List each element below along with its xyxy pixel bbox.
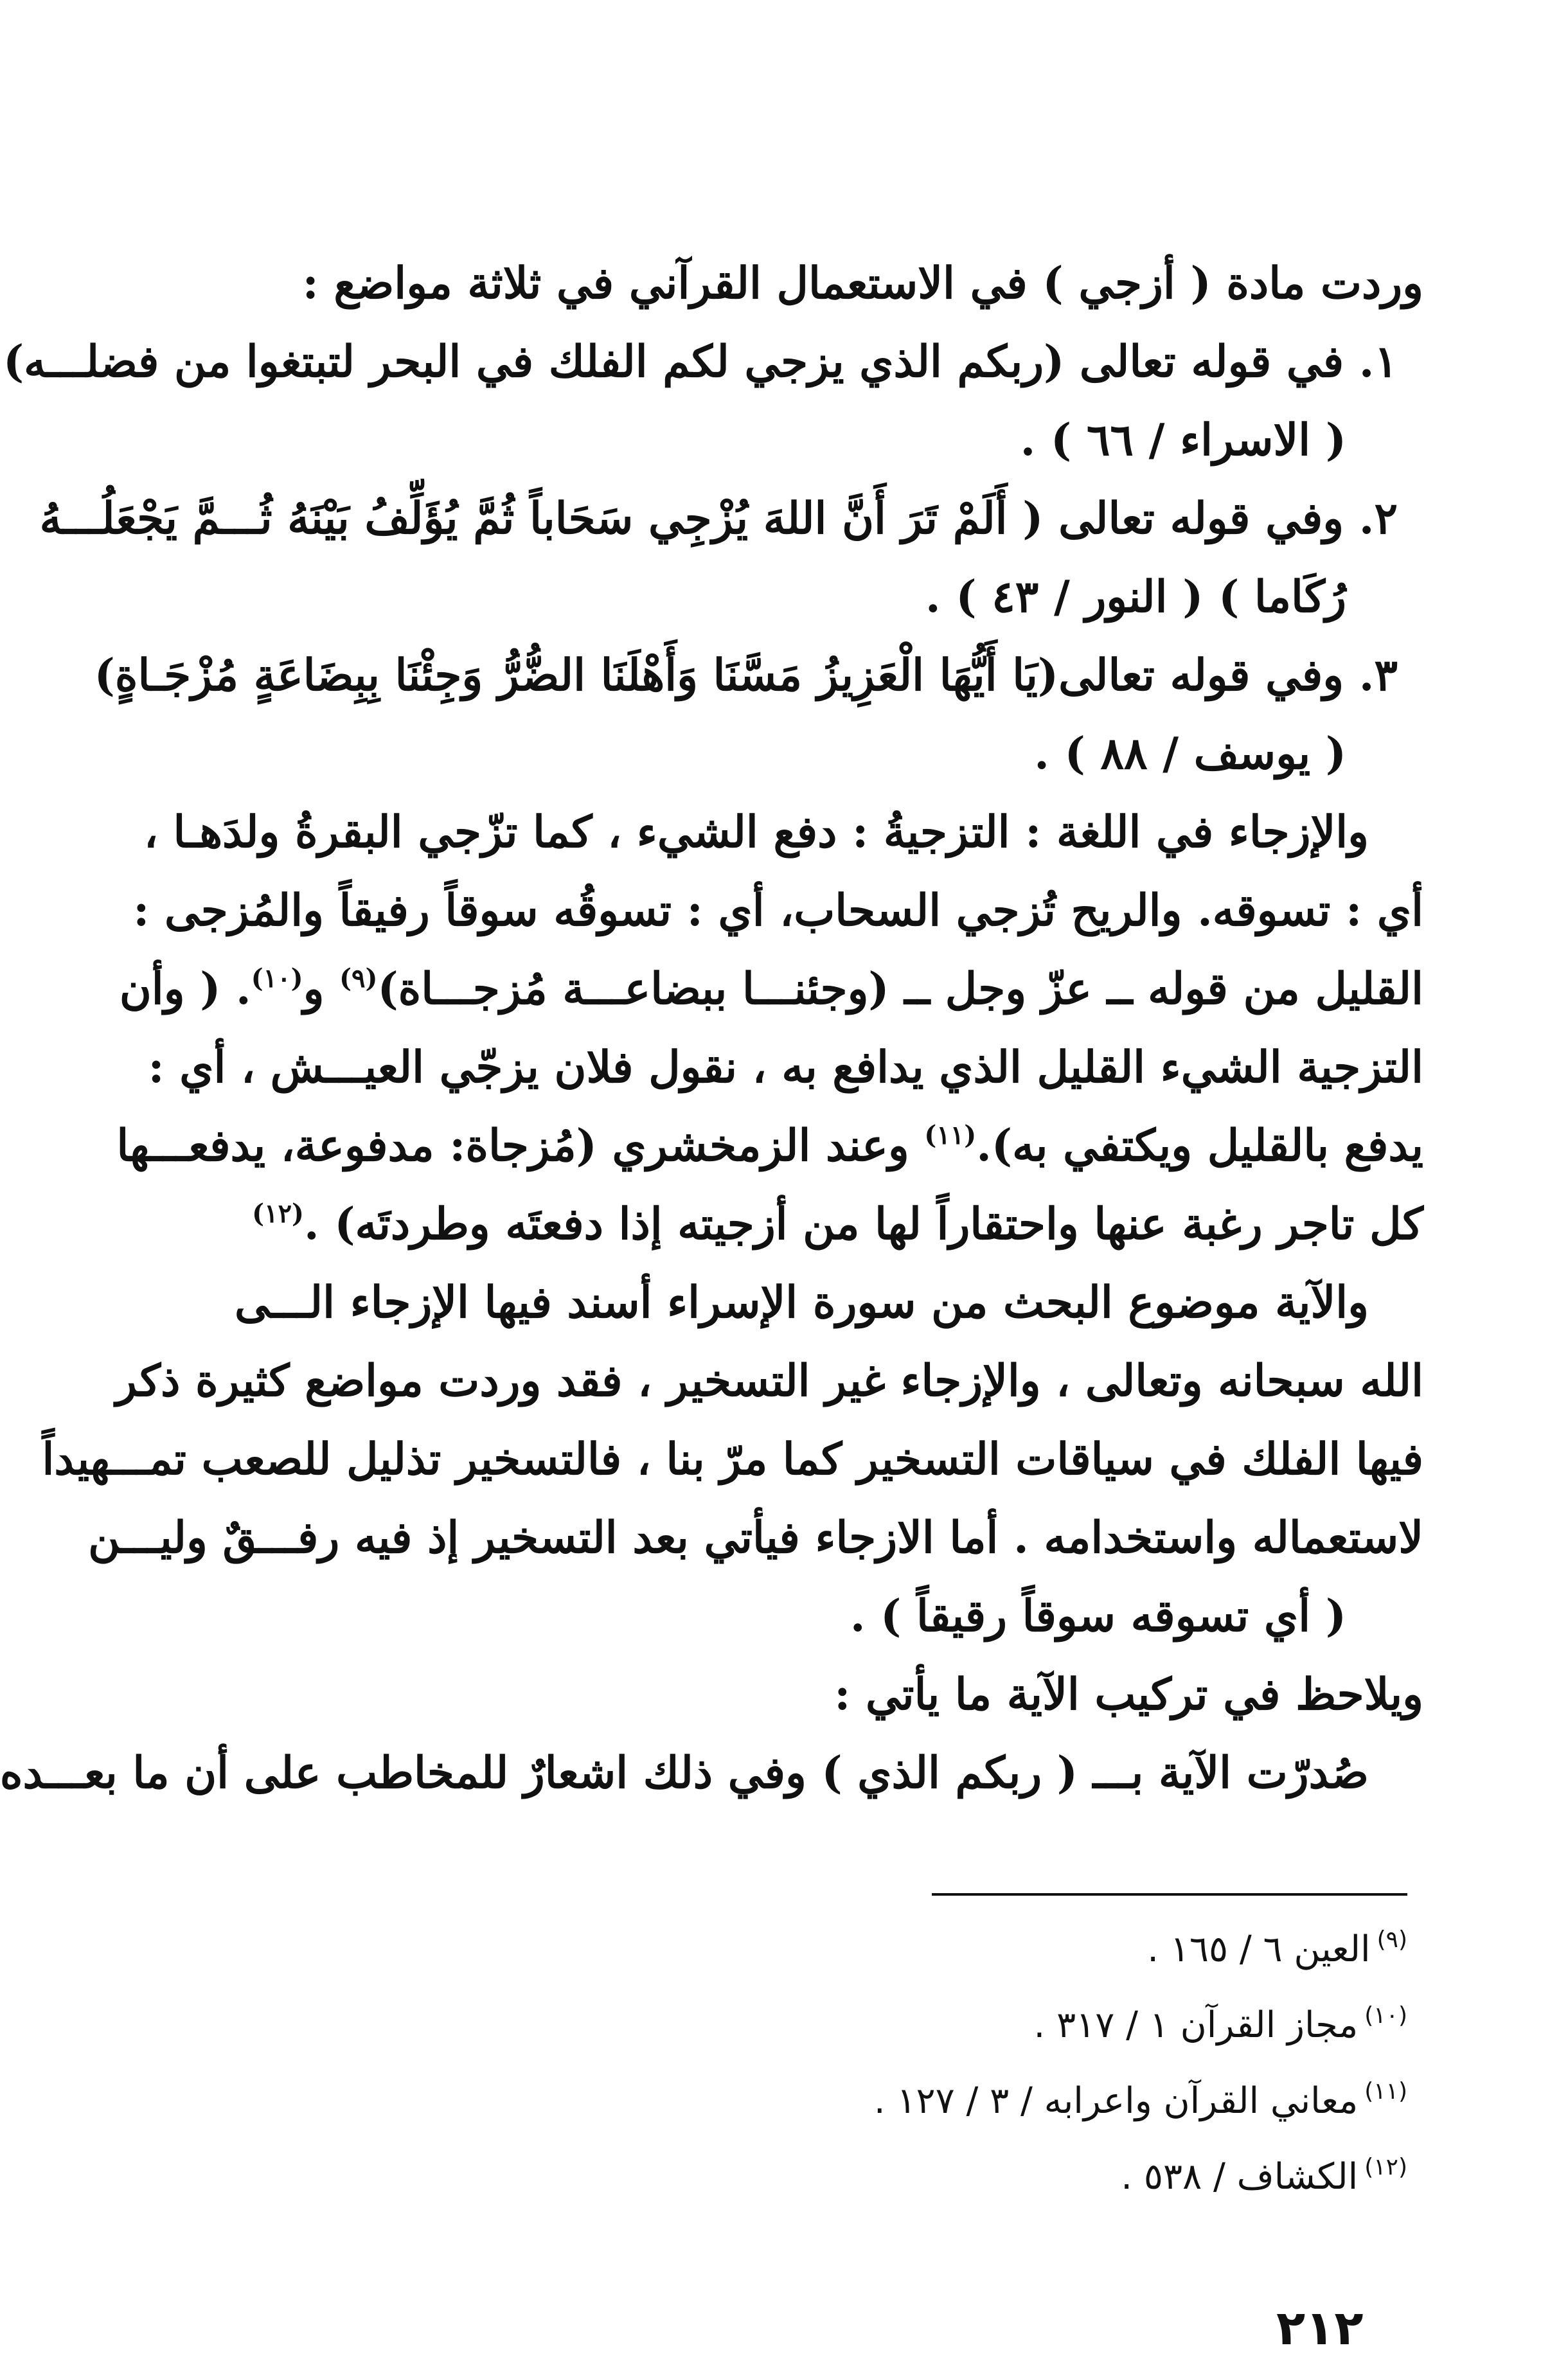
footnote-number: (١٠) [1364,2002,1407,2029]
footnote-9 [636,1912,1407,1988]
item-2-reference: رُكَاما ) ( النور / ٤٣ ) . [925,571,1346,623]
subheading: ويلاحظ في تركيب الآية ما يأتي : [834,1669,1423,1720]
footnote-ref-11: (١١) [924,1120,977,1150]
item-1-reference: ( الاسراء / ٦٦ ) . [1020,414,1346,466]
footnote-number: (٩) [1376,1927,1407,1953]
footnote-text: العين ٦ / ١٦٥ . [1147,1928,1371,1970]
conjunction: و [303,963,325,1015]
paragraph-line [252,1185,1423,1263]
paragraph-line: ( أي تسوقه سوقاً رقيقاً ) . [850,1590,1346,1642]
paragraph-text: كل تاجر رغبة عنها واحتقاراً لها من أزجيته إذا دفعتَه وطردتَه) . [303,1198,1423,1250]
paragraph-line: التزجية الشيء القليل الذي يدافع به ، نقول فلان يزجّي العيـــش ، أي : [148,1042,1423,1093]
footnote-11 [636,2063,1407,2139]
paragraph-line: والإزجاء في اللغة : التزجيةُ : دفع الشيء ، كما تزّجي البقرةُ ولدَهـا ، [143,806,1369,858]
footnote-number: (١١) [1364,2078,1407,2105]
footnote-ref-10: (١٠) [251,963,303,993]
paragraph-text: يدفع بالقليل ويكتفي به). [976,1120,1423,1171]
item-2-line: ٢. وفي قوله تعالى ( أَلَمْ تَرَ أَنَّ اللهَ يُزْجِي سَحَاباً ثُمَّ يُؤَلِّفُ بَيْنَهُ ثُـــمَّ يَجْعَلُـــهُ [39,493,1398,544]
paragraph-line [116,1107,1423,1185]
footnote-ref-9: (٩) [339,963,378,993]
item-3-reference: ( يوسف / ٨٨ ) . [1034,728,1346,779]
paragraph-line [119,950,1423,1028]
main-text [0,244,1423,1812]
paragraph-text: . ( وأن [119,963,251,1015]
paragraph-line: لاستعماله واستخدامه . أما الازجاء فيأتي بعد التسخير إذ فيه رفـــقٌ وليـــن [88,1512,1423,1563]
footnote-10 [636,1988,1407,2063]
footnote-text: الكشاف / ٥٣٨ . [1121,2156,1359,2198]
paragraph-line: أي : تسوقه. والريح تُزجي السحاب، أي : تسوقُه سوقاً رفيقاً والمُزجى : [133,885,1423,936]
footnote-ref-12: (١٢) [252,1198,304,1229]
footnote-12 [636,2139,1407,2215]
paragraph-line: الله سبحانه وتعالى ، والإزجاء غير التسخير ، فقد وردت مواضع كثيرة ذكر [116,1355,1423,1407]
paragraph-text: وعند الزمخشري (مُزجاة: مدفوعة، يدفعـــها [116,1120,909,1171]
footnote-text: معاني القرآن واعرابه / ٣ / ١٢٧ . [873,2080,1359,2122]
footnote-number: (١٢) [1364,2154,1407,2180]
paragraph-line: والآية موضوع البحث من سورة الإسراء أسند فيها الإزجاء الـــى [234,1277,1369,1328]
paragraph-text: القليل من قوله ــ عزّ وجل ــ (وجئنـــا ببضاعـــة مُزجـــاة) [377,963,1423,1015]
paragraph-line: فيها الفلك في سياقات التسخير كما مرّ بنا ، فالتسخير تذليل للصعب تمـــهيداً [42,1434,1423,1485]
intro-line: وردت مادة ( أزجي ) في الاستعمال القرآني في ثلاثة مواضع : [302,258,1423,309]
page-number: ٢١٢ [1276,2301,1364,2356]
item-3-line: ٣. وفي قوله تعالى(يَا أَيُّهَا الْعَزِيزُ مَسَّنَا وَأَهْلَنَا الضُّرُّ وَجِئْنَا بِبِضَاعَةٍ مُزْجَـاةٍ) [94,650,1398,701]
footnotes [636,1912,1407,2215]
paragraph-line: صُدرّت الآية بـــ ( ربكم الذي ) وفي ذلك اشعارٌ للمخاطب على أن ما بعـــده [0,1747,1369,1799]
footnote-text: مجاز القرآن ١ / ٣١٧ . [1033,2004,1359,2046]
footnote-divider [932,1893,1407,1896]
item-1-line: ١. في قوله تعالى (ربكم الذي يزجي لكم الفلك في البحر لتبتغوا من فضلـــه) [3,336,1398,387]
